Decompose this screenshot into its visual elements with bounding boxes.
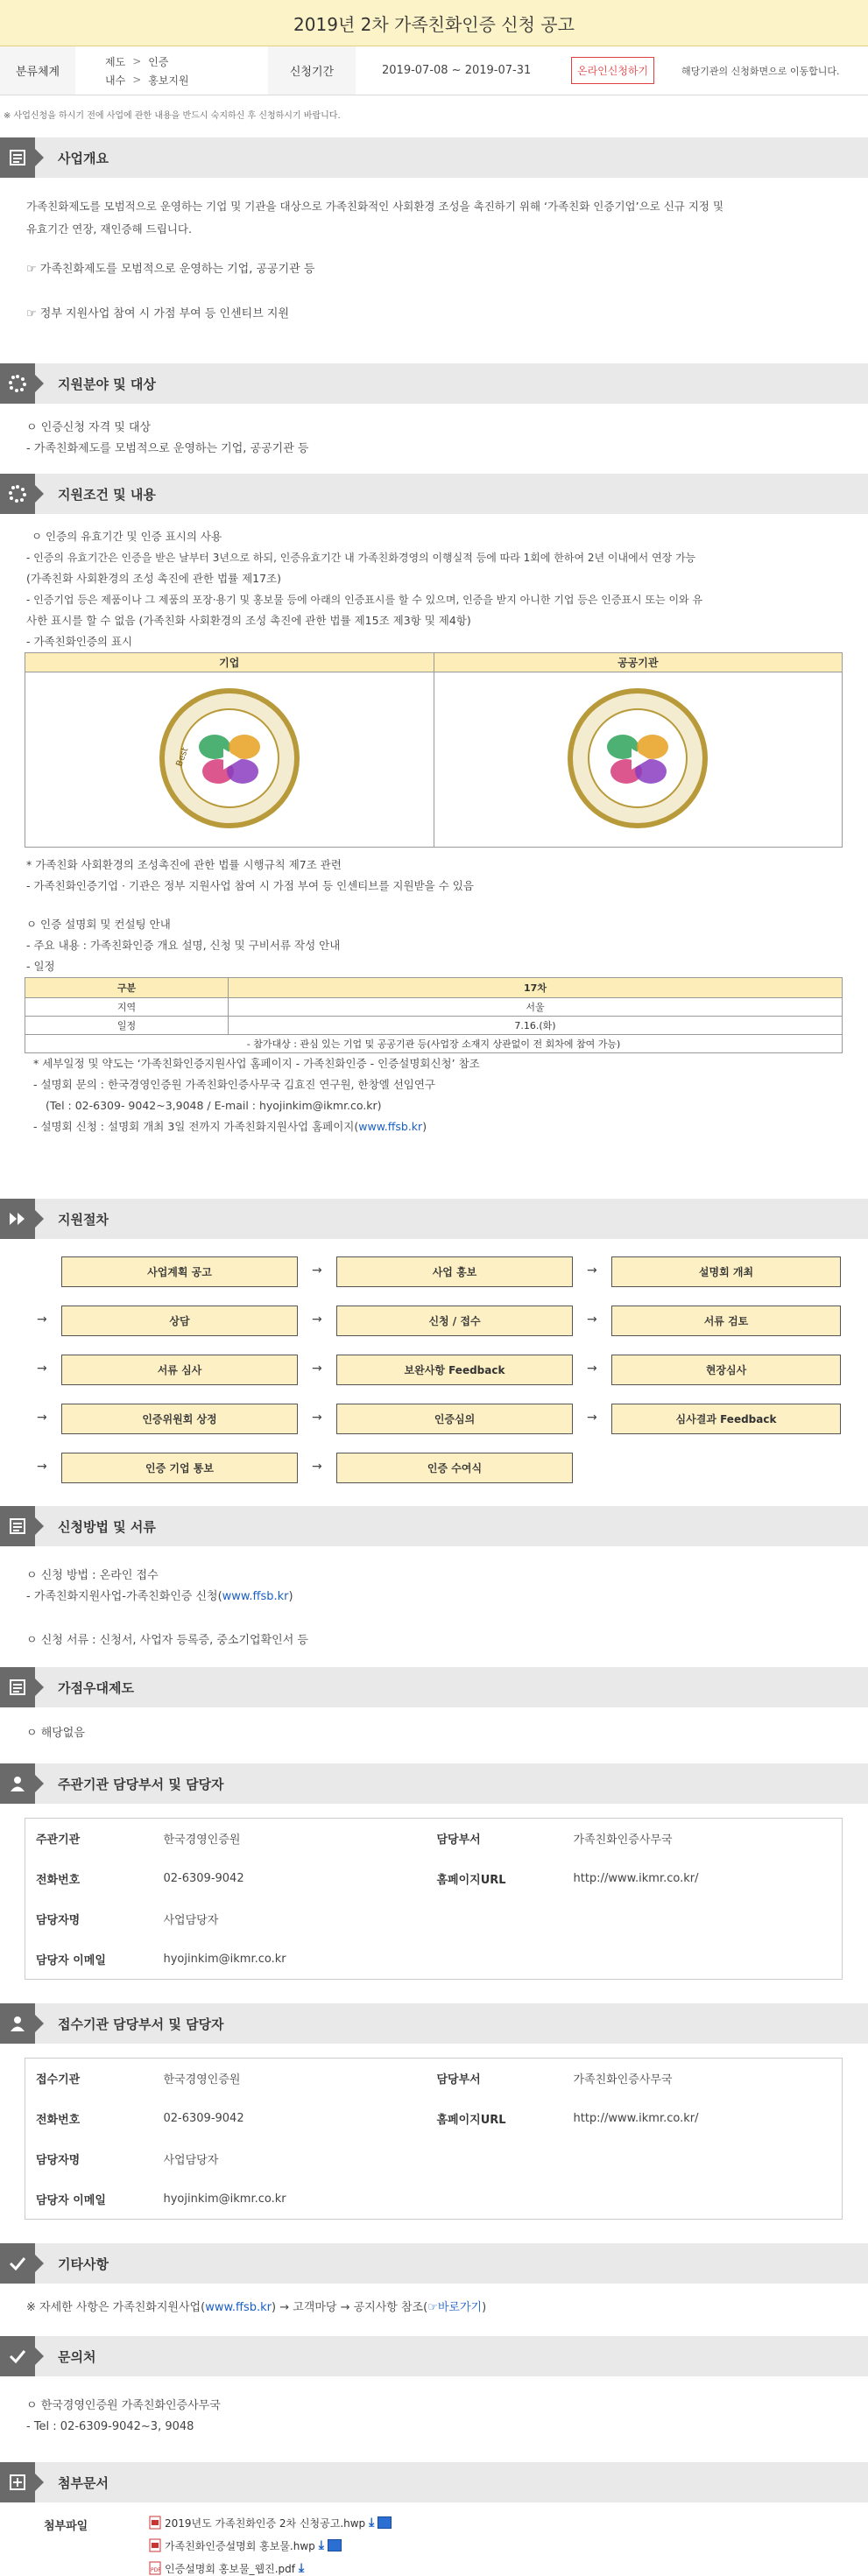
step-box: 심사결과 Feedback <box>611 1404 841 1434</box>
section-header-etc <box>0 2243 868 2284</box>
category-label: 분류체계 <box>0 46 75 95</box>
section-title: 기타사항 <box>58 2256 109 2272</box>
person-value: 사업담당자 <box>163 2154 219 2167</box>
document-icon <box>0 1506 35 1546</box>
step-box: 인증심의 <box>336 1404 573 1434</box>
document-icon <box>0 137 35 178</box>
apply-cell <box>566 46 671 95</box>
section-body-contact <box>0 2376 868 2462</box>
arrow-right-icon: → <box>587 1313 597 1327</box>
table-row <box>25 2139 843 2179</box>
section-title: 지원분야 및 대상 <box>58 376 156 392</box>
tel-value: 02-6309-9042 <box>163 2112 244 2125</box>
section-header-managing <box>0 1763 868 1804</box>
section-header-preference <box>0 1667 868 1707</box>
table-cell: 지역 <box>25 998 229 1017</box>
table-row <box>25 1859 843 1899</box>
section-title: 지원조건 및 내용 <box>58 486 156 503</box>
table-row <box>25 1819 843 1859</box>
arrow-right-icon: → <box>587 1263 597 1277</box>
plus-box-icon <box>0 2462 35 2502</box>
double-arrow-icon <box>0 1199 35 1239</box>
org-label: 접수기관 <box>36 2073 81 2087</box>
breadcrumb <box>105 54 268 69</box>
method-text: ㅇ 신청 서류 : 신청서, 사업자 등록증, 중소기업확인서 등 <box>26 1634 308 1647</box>
step-box: 보완사항 Feedback <box>336 1355 573 1385</box>
conditions-text-block <box>0 526 868 652</box>
section-title: 주관기관 담당부서 및 담당자 <box>58 1776 224 1792</box>
attachments-body <box>0 2502 868 2576</box>
dept-value: 가족친화인증사무국 <box>573 1833 673 1848</box>
method-text: ㅇ 신청 방법 : 온라인 접수 <box>26 1569 159 1582</box>
step-box: 설명회 개최 <box>611 1256 841 1287</box>
family-friendly-corporate-logo <box>155 684 304 833</box>
org-value: 한국경영인증원 <box>163 2073 241 2087</box>
table-row <box>25 1035 843 1053</box>
dept-value: 가족친화인증사무국 <box>573 2073 673 2087</box>
arrow-right-icon: → <box>37 1313 47 1327</box>
arrow-right-icon: → <box>312 1263 322 1277</box>
table-cell: - 참가대상 : 관심 있는 기업 및 공공기관 등(사업장 소재지 상관없이 전 회차에 참여 가능) <box>25 1035 843 1053</box>
text-fragment: ) <box>288 1590 293 1603</box>
arrow-right-icon: → <box>37 1411 47 1425</box>
chevron-right-icon: > <box>132 55 142 67</box>
dotted-circle-icon <box>0 474 35 514</box>
download-icon[interactable]: ⤓ <box>299 2561 305 2575</box>
person-label: 담당자명 <box>36 2154 81 2167</box>
table-row <box>25 2059 843 2099</box>
list-item <box>149 2560 392 2576</box>
managing-info-table <box>25 1818 843 1980</box>
table-row <box>25 1939 843 1980</box>
arrow-right-icon: → <box>37 1460 47 1474</box>
step-box: 인증 기업 통보 <box>61 1453 298 1483</box>
checkmark-icon <box>0 2336 35 2376</box>
step-box: 사업 홍보 <box>336 1256 573 1287</box>
crumb-item: 내수 <box>105 74 126 87</box>
conditions-text: - 주요 내용 : 가족친화인증 개요 설명, 신청 및 구비서류 작성 안내 <box>26 939 341 952</box>
receiving-info-table <box>25 2058 843 2220</box>
crumb-item: 인증 <box>148 55 169 68</box>
attachment-link[interactable]: 2019년도 가족친화인증 2차 신청공고.hwp <box>165 2516 366 2530</box>
section-body-etc <box>0 2284 868 2336</box>
conditions-text: ㅇ 인증 설명회 및 컨설팅 안내 <box>26 918 171 931</box>
attachment-link[interactable]: 가족친화인증설명회 홍보물.hwp <box>165 2539 315 2552</box>
list-item <box>149 2537 392 2553</box>
meta-row <box>0 46 868 95</box>
tel-label: 전화번호 <box>36 1874 81 1887</box>
overview-text: 가족친화제도를 모범적으로 운영하는 기업 및 기관을 대상으로 가족친화적인 사회환경 조성을 촉진하기 위해 ‘가족친화 인증기업’으로 신규 지정 및 <box>26 200 724 213</box>
step-box: 현장심사 <box>611 1355 841 1385</box>
arrow-right-icon: → <box>312 1411 322 1425</box>
conditions-text <box>33 1116 842 1137</box>
conditions-text: * 세부일정 및 약도는 ‘가족친화인증지원사업 홈페이지 - 가족친화인증 - 인증설명회신청’ 참조 <box>33 1057 480 1070</box>
section-header-overview <box>0 137 868 178</box>
overview-text: 유효기간 연장, 재인증해 드립니다. <box>26 222 192 236</box>
section-title: 가점우대제도 <box>58 1679 134 1696</box>
preview-icon[interactable] <box>328 2539 342 2551</box>
url-label: 홈페이지URL <box>436 1874 506 1887</box>
table-header: 기업 <box>25 653 434 672</box>
conditions-text: (Tel : 02-6309- 9042~3,9048 / E-mail : hyojinkim@ikmr.co.kr) <box>46 1099 382 1112</box>
table-cell: 서울 <box>229 998 843 1017</box>
target-text: - 가족친화제도를 모범적으로 운영하는 기업, 공공기관 등 <box>26 442 309 455</box>
method-text <box>26 1587 842 1608</box>
section-title: 사업개요 <box>58 150 109 166</box>
text-fragment: - 설명회 신청 : 설명회 개최 3일 전까지 가족친화지원사업 홈페이지( <box>33 1120 359 1133</box>
tel-value: 02-6309-9042 <box>163 1872 244 1885</box>
table-header: 공공기관 <box>434 653 843 672</box>
url-label: 홈페이지URL <box>436 2114 506 2127</box>
logo-lettering: Best <box>174 745 191 768</box>
tel-label: 전화번호 <box>36 2114 81 2127</box>
conditions-text: 사한 표시를 할 수 없음 (가족친화 사회환경의 조성 촉진에 관한 법률 제15조 제3항 및 제4항) <box>26 614 471 627</box>
certification-mark-table <box>25 652 843 848</box>
procedure-flow <box>0 1239 868 1506</box>
overview-bullet: ☞ 가족친화제도를 모범적으로 운영하는 기업, 공공기관 등 <box>26 263 315 276</box>
conditions-text: (가족친화 사회환경의 조성 촉진에 관한 법률 제17조) <box>26 572 282 585</box>
org-label: 주관기관 <box>36 1833 81 1848</box>
svg-text:PDF: PDF <box>151 2567 161 2573</box>
section-body-receiving <box>0 2044 868 2243</box>
table-row <box>25 998 843 1017</box>
page-title: 2019년 2차 가족친화인증 신청 공고 <box>0 0 868 46</box>
section-body-method <box>0 1546 868 1667</box>
arrow-right-icon: → <box>312 1460 322 1474</box>
step-box: 서류 심사 <box>61 1355 298 1385</box>
step-box: 서류 검토 <box>611 1306 841 1336</box>
conditions-text: - 설명회 문의 : 한국경영인증원 가족친화인증사무국 김효진 연구원, 한창엘 선임연구 <box>33 1078 436 1091</box>
conditions-text: - 가족친화인증기업 · 기관은 정부 지원사업 참여 시 가점 부여 등 인센티브를 지원받을 수 있음 <box>26 879 474 892</box>
section-header-procedure <box>0 1199 868 1239</box>
dept-label: 담당부서 <box>436 1833 481 1848</box>
corporate-mark-cell <box>25 672 434 848</box>
table-header: 17차 <box>229 978 843 998</box>
table-row <box>25 2099 843 2139</box>
person-icon <box>0 2003 35 2044</box>
preview-icon[interactable] <box>378 2516 392 2529</box>
table-row <box>25 1017 843 1035</box>
notice-text: ※ 사업신청을 하시기 전에 사업에 관한 내용을 반드시 숙지하신 후 신청하시기 바랍니다. <box>4 111 341 121</box>
person-label: 담당자명 <box>36 1914 81 1927</box>
section-header-contact <box>0 2336 868 2376</box>
family-friendly-public-logo <box>563 684 712 833</box>
text-fragment: ) <box>482 2301 487 2314</box>
conditions-text: - 인증기업 등은 제품이나 그 제품의 포장·용기 및 홍보물 등에 아래의 인증표시를 할 수 있으며, 인증을 받지 아니한 기업 등은 인증표시 또는 이와 유 <box>26 594 703 606</box>
conditions-text: ㅇ 인증의 유효기간 및 인증 표시의 사용 <box>32 530 222 543</box>
conditions-text: - 인증의 유효기간은 인증을 받은 날부터 3년으로 하되, 인증유효기간 내 가족친화경영의 이행실적 등에 따라 1회에 한하여 2년 이내에서 연장 가능 <box>26 552 696 564</box>
section-header-conditions <box>0 474 868 514</box>
dept-label: 담당부서 <box>436 2073 481 2087</box>
conditions-text-block-2 <box>0 855 868 977</box>
ffsb-link[interactable]: www.ffsb.kr <box>222 1590 289 1603</box>
conditions-text: - 일정 <box>26 960 55 973</box>
overview-bullet: ☞ 정부 지원사업 참여 시 가점 부여 등 인센티브 지원 <box>26 307 290 320</box>
section-header-method <box>0 1506 868 1546</box>
section-body-overview <box>0 178 868 363</box>
target-text: ㅇ 인증신청 자격 및 대상 <box>26 421 152 434</box>
checkmark-icon <box>0 2243 35 2284</box>
section-header-attachments <box>0 2462 868 2502</box>
download-icon[interactable]: ⤓ <box>369 2516 375 2530</box>
table-header: 구분 <box>25 978 229 998</box>
category-path <box>75 46 268 95</box>
crumb-item: 제도 <box>105 55 126 68</box>
table-row <box>25 2179 843 2220</box>
step-box: 상담 <box>61 1306 298 1336</box>
apply-note: 해당기관의 신청화면으로 이동합니다. <box>681 65 840 77</box>
apply-online-button[interactable]: 온라인신청하기 <box>571 57 654 84</box>
list-item <box>149 2515 392 2530</box>
schedule-table <box>25 977 843 1053</box>
org-value: 한국경영인증원 <box>163 1833 241 1848</box>
url-link[interactable]: http://www.ikmr.co.kr/ <box>573 2112 699 2125</box>
section-title: 신청방법 및 서류 <box>58 1518 156 1535</box>
ffsb-link[interactable]: www.ffsb.kr <box>205 2301 272 2314</box>
email-value: hyojinkim@ikmr.co.kr <box>163 1952 286 1966</box>
section-title: 문의처 <box>58 2348 96 2365</box>
etc-text <box>26 2299 842 2317</box>
period-value: 2019-07-08 ~ 2019-07-31 <box>382 64 532 77</box>
section-body-conditions <box>0 514 868 1199</box>
email-label: 담당자 이메일 <box>36 1953 106 1967</box>
step-box: 인증위원회 상정 <box>61 1404 298 1434</box>
hwp-file-icon <box>149 2516 161 2530</box>
hwp-file-icon <box>149 2538 161 2552</box>
section-header-target <box>0 363 868 404</box>
attachments-label: 첨부파일 <box>44 2520 88 2533</box>
arrow-right-icon: → <box>312 1362 322 1376</box>
chevron-right-icon: > <box>132 74 142 86</box>
contact-text: ㅇ 한국경영인증원 가족친화인증사무국 <box>26 2399 221 2412</box>
step-box: 신청 / 접수 <box>336 1306 573 1336</box>
dotted-circle-icon <box>0 363 35 404</box>
section-body-target <box>0 404 868 474</box>
conditions-text: * 가족친화 사회환경의 조성촉진에 관한 법률 시행규칙 제7조 관련 <box>26 858 342 871</box>
pdf-file-icon <box>149 2561 161 2575</box>
download-icon[interactable]: ⤓ <box>318 2538 324 2552</box>
person-icon <box>0 1763 35 1804</box>
public-mark-cell <box>434 672 843 848</box>
table-cell: 일정 <box>25 1017 229 1035</box>
section-title: 첨부문서 <box>58 2474 109 2491</box>
text-fragment: ) → 고객마당 → 공지사항 참조( <box>272 2301 428 2314</box>
person-value: 사업담당자 <box>163 1914 219 1927</box>
breadcrumb <box>105 73 268 88</box>
attachments-list <box>149 2515 392 2576</box>
email-label: 담당자 이메일 <box>36 2193 106 2207</box>
conditions-text-block-3 <box>0 1053 868 1137</box>
attachment-link[interactable]: 인증설명회 홍보물_웹진.pdf <box>165 2562 296 2575</box>
shortcut-link[interactable]: ☞바로가기 <box>427 2301 483 2314</box>
ffsb-link[interactable]: www.ffsb.kr <box>358 1120 423 1133</box>
text-fragment: - 가족친화지원사업-가족친화인증 신청( <box>26 1590 222 1603</box>
crumb-item: 홍보지원 <box>148 74 189 87</box>
section-body-preference <box>0 1707 868 1763</box>
step-box: 인증 수여식 <box>336 1453 573 1483</box>
contact-text: - Tel : 02-6309-9042~3, 9048 <box>26 2420 194 2433</box>
section-title: 접수기관 담당부서 및 담당자 <box>58 2016 224 2032</box>
url-link[interactable]: http://www.ikmr.co.kr/ <box>573 1872 699 1885</box>
email-value: hyojinkim@ikmr.co.kr <box>163 2192 286 2206</box>
document-icon <box>0 1667 35 1707</box>
table-row <box>25 1899 843 1939</box>
conditions-text: - 가족친화인증의 표시 <box>26 635 133 648</box>
arrow-right-icon: → <box>37 1362 47 1376</box>
section-header-receiving <box>0 2003 868 2044</box>
section-title: 지원절차 <box>58 1211 109 1228</box>
text-fragment: ) <box>422 1120 427 1133</box>
arrow-right-icon: → <box>587 1362 597 1376</box>
period-label: 신청기간 <box>268 46 356 95</box>
step-box: 사업계획 공고 <box>61 1256 298 1287</box>
preference-text: ㅇ 해당없음 <box>26 1727 85 1740</box>
section-body-managing <box>0 1804 868 2003</box>
arrow-right-icon: → <box>312 1313 322 1327</box>
table-cell: 7.16.(화) <box>229 1017 843 1035</box>
arrow-right-icon: → <box>587 1411 597 1425</box>
text-fragment: ※ 자세한 사항은 가족친화지원사업( <box>26 2301 206 2314</box>
